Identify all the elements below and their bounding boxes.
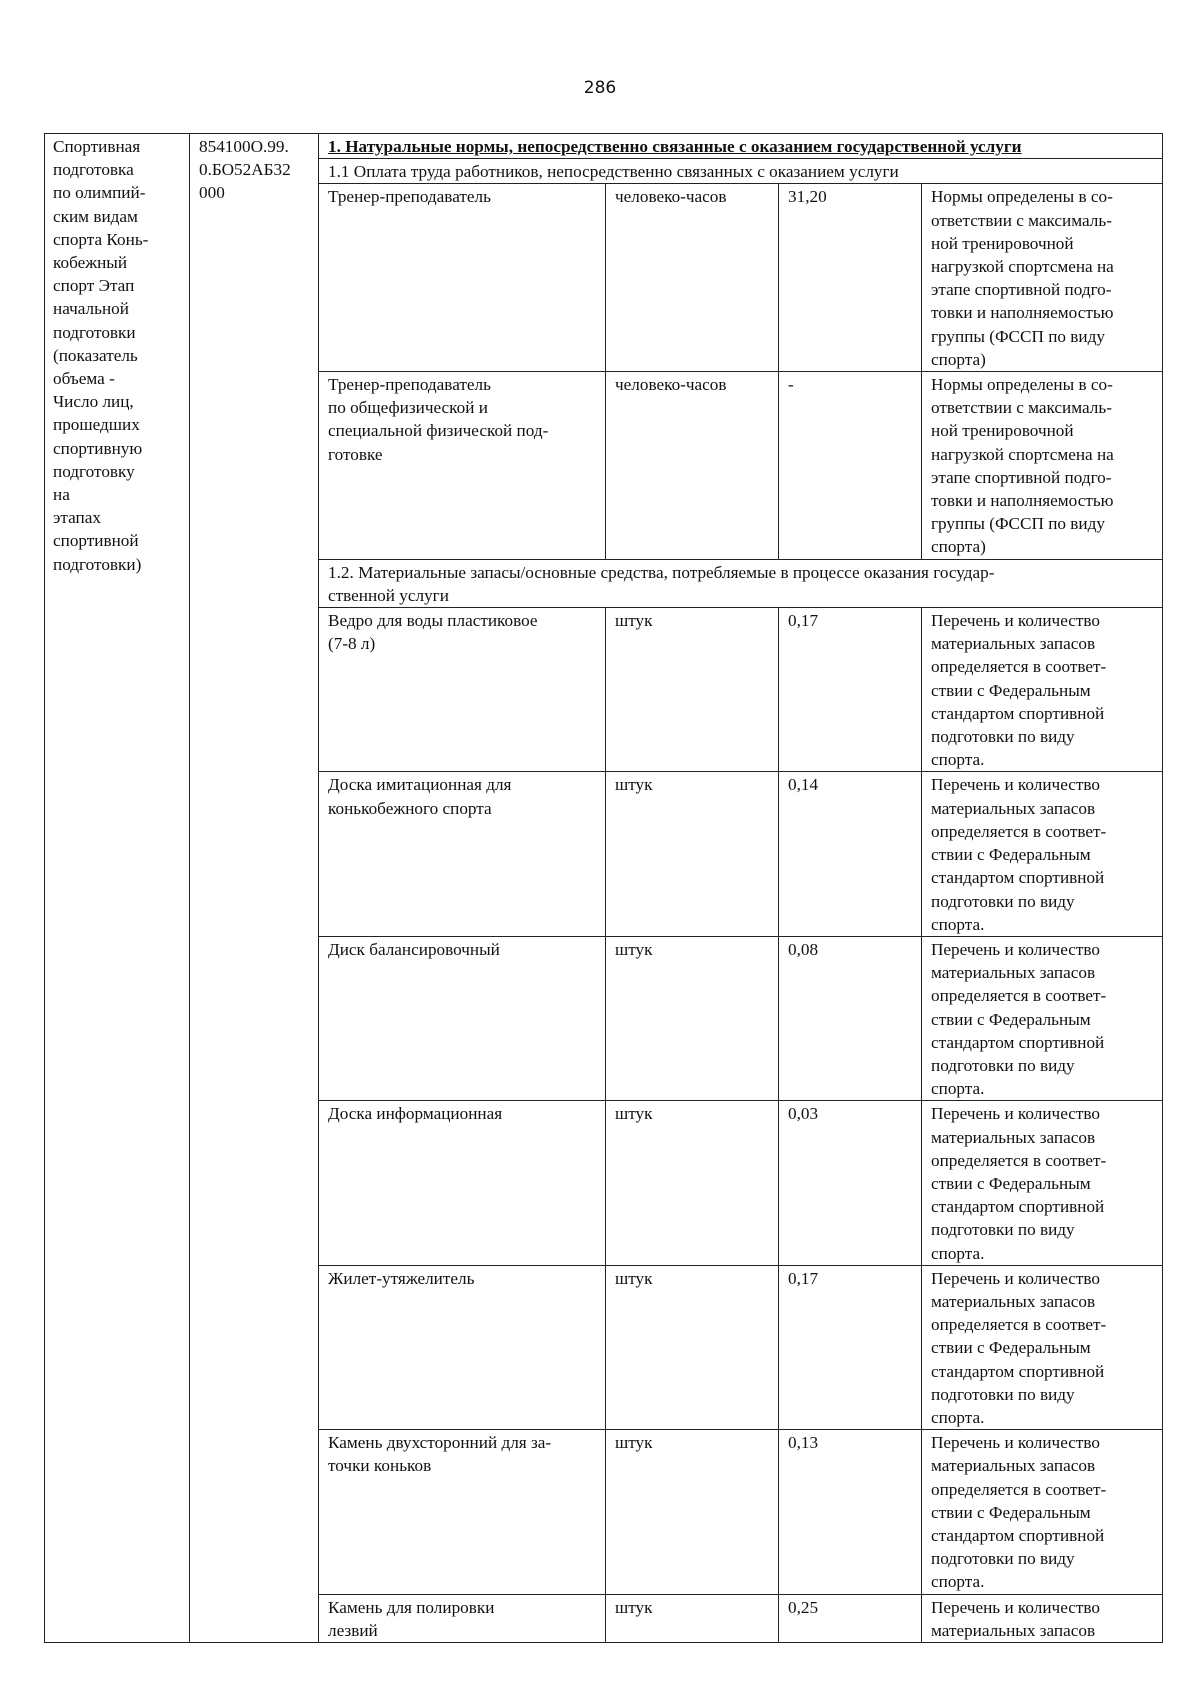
unit: штук [615,939,653,959]
value-cell [779,1430,922,1594]
section-labor-title: 1.1 Оплата труда работников, непосредственно связанных с оказанием услуги [328,162,899,182]
resource-name: Доска имитационная для конькобежного спорта [328,775,512,818]
unit-cell [606,608,779,772]
resource-name-cell [319,1430,606,1594]
service-name-cell [45,134,190,1643]
resource-name: Диск балансировочный [328,939,500,959]
service-name: Спортивная подготовка по олимпий- ским видам спорта Конь- кобежный спорт Этап начальной подготовки (показатель объема - Число лиц, прошедших спортивную подготовку на этапах спортивной подготовки) [53,137,149,574]
note: Перечень и количество материальных запасов определяется в соответ- ствии с Федеральным стандартом спортивной подготовки по виду спорта. [931,1268,1107,1427]
unit: человеко-часов [615,187,727,207]
resource-name-cell [319,372,606,560]
norm-value: 0,17 [788,1268,819,1288]
note-cell [922,1101,1163,1265]
unit: штук [615,775,653,795]
unit-cell [606,372,779,560]
note: Перечень и количество материальных запасов определяется в соответ- ствии с Федеральным стандартом спортивной подготовки по виду спорта. [931,1104,1107,1263]
unit: человеко-часов [615,375,727,395]
section-main-row [45,134,1163,159]
note: Перечень и количество материальных запасов [931,1597,1100,1640]
norm-value: 0,14 [788,775,819,795]
note-cell [922,608,1163,772]
value-cell [779,1594,922,1642]
unit: штук [615,611,653,631]
note-cell [922,936,1163,1100]
section-materials-cell [319,559,1163,607]
norm-value: 0,03 [788,1104,819,1124]
norm-value: 31,20 [788,187,827,207]
resource-name: Ведро для воды пластиковое (7-8 л) [328,611,538,654]
value-cell [779,608,922,772]
page-number: 286 [583,78,617,98]
resource-name-cell [319,936,606,1100]
section-labor-cell [319,159,1163,184]
unit: штук [615,1104,653,1124]
note-cell [922,184,1163,372]
resource-name-cell [319,1101,606,1265]
note: Перечень и количество материальных запасов определяется в соответ- ствии с Федеральным стандартом спортивной подготовки по виду спорта. [931,775,1107,934]
note-cell [922,1265,1163,1429]
resource-name: Камень для полировки лезвий [328,1597,495,1640]
note-cell [922,1430,1163,1594]
norm-value: 0,17 [788,611,819,631]
norm-value: 0,25 [788,1597,819,1617]
unit: штук [615,1597,653,1617]
value-cell [779,184,922,372]
note-cell [922,1594,1163,1642]
value-cell [779,936,922,1100]
resource-name-cell [319,608,606,772]
service-code-cell [190,134,319,1643]
resource-name: Тренер-преподаватель [328,187,491,207]
unit-cell [606,1101,779,1265]
resource-name-cell [319,772,606,936]
resource-name: Камень двухсторонний для за- точки коньков [328,1433,552,1476]
unit-cell [606,772,779,936]
note-cell [922,772,1163,936]
unit-cell [606,1430,779,1594]
note: Перечень и количество материальных запасов определяется в соответ- ствии с Федеральным стандартом спортивной подготовки по виду спорта. [931,1433,1107,1592]
norm-value: 0,08 [788,939,819,959]
unit: штук [615,1268,653,1288]
resource-name-cell [319,1265,606,1429]
service-code: 854100О.99. 0.БО52АБ32 000 [199,137,291,203]
note: Нормы определены в со- ответствии с максималь- ной тренировочной нагрузкой спортсмена на этапе спортивной подго- товки и наполняемостью группы (ФССП по виду спорта) [931,375,1114,557]
resource-name: Жилет-утяжелитель [328,1268,475,1288]
note: Перечень и количество материальных запасов определяется в соответ- ствии с Федеральным стандартом спортивной подготовки по виду спорта. [931,611,1107,770]
value-cell [779,1265,922,1429]
unit-cell [606,184,779,372]
norms-table [44,133,1163,1643]
section-main-cell [319,134,1163,159]
resource-name: Доска информационная [328,1104,503,1124]
resource-name: Тренер-преподаватель по общефизической и специальной физической под- готовке [328,375,549,464]
note: Нормы определены в со- ответствии с максималь- ной тренировочной нагрузкой спортсмена на этапе спортивной подго- товки и наполняемостью группы (ФССП по виду спорта) [931,187,1114,369]
value-cell [779,772,922,936]
value-cell [779,1101,922,1265]
norm-value: - [788,375,794,395]
section-main-title: 1. Натуральные нормы, непосредственно связанные с оказанием государственной услуги [328,137,1022,156]
note: Перечень и количество материальных запасов определяется в соответ- ствии с Федеральным стандартом спортивной подготовки по виду спорта. [931,939,1107,1099]
resource-name-cell [319,184,606,372]
section-materials-title: 1.2. Материальные запасы/основные средства, потребляемые в процессе оказания государ- ственной услуги [328,562,995,605]
resource-name-cell [319,1594,606,1642]
unit-cell [606,1265,779,1429]
unit-cell [606,936,779,1100]
norm-value: 0,13 [788,1433,819,1453]
unit: штук [615,1433,653,1453]
unit-cell [606,1594,779,1642]
note-cell [922,372,1163,560]
value-cell [779,372,922,560]
